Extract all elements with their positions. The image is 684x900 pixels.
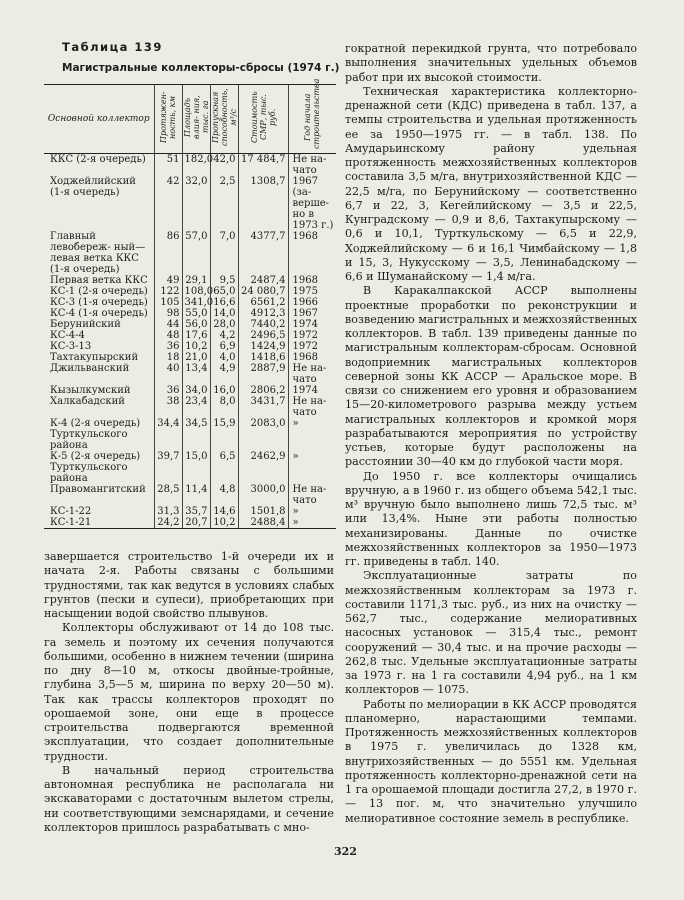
table-row (44, 286, 336, 297)
table-cell-len: 34,4 (154, 418, 182, 451)
table-cell-area: 57,0 (182, 231, 210, 275)
table-cell-cost: 1308,7 (238, 176, 288, 231)
header-area: Площадь влия- ния, тыс. га (182, 85, 210, 154)
table-row (44, 231, 336, 275)
table-row (44, 363, 336, 385)
table-cell-cap: 28,0 (210, 319, 238, 330)
table-cell-len: 36 (154, 341, 182, 352)
table-row (44, 319, 336, 330)
table-cell-cost: 3000,0 (238, 484, 288, 506)
table-cell-name: КС-4-4 (50, 330, 85, 341)
table-cell-name: К-5 (2-я очередь) Турткульского района (50, 451, 141, 484)
table-cell-name: Правомангитский (50, 484, 146, 495)
table-cell-cost: 2496,5 (238, 330, 288, 341)
table-row (44, 297, 336, 308)
table-cell-year: » (288, 517, 336, 529)
table-cell-cap: 6,5 (210, 451, 238, 484)
table-cell-area: 29,1 (182, 275, 210, 286)
table-cell-cap: 7,0 (210, 231, 238, 275)
table-cell-year: 1968 (288, 352, 336, 363)
table-row (44, 176, 336, 231)
left-paragraph: В начальный период строительства автономная республика не располагала ни экскаваторами с достаточным вылетом стрелы, ни соответствующими земснарядами, и сечение коллекторов пришлось разрабатывать с мно- (44, 763, 334, 834)
right-paragraph: Эксплуатационные затраты по межхозяйственным коллекторам за 1973 г. составили 1171,3 тыс. руб., из них на очистку — 562,7 тыс., содержание мелиоративных насосных установок — 315,4 тыс., ремонт сооружений — 30,4 тыс. и на прочие расходы — 262,8 тыс. Удельные эксплуатационные затраты за 1973 г. на 1 га составили 4,94 руб., на 1 км коллекторов — 1075. (345, 569, 637, 697)
table-cell-area: 34,5 (182, 418, 210, 451)
table-cell-name: К-4 (2-я очередь) Турткульского района (50, 418, 141, 451)
table-cell-len: 38 (154, 396, 182, 418)
table-cell-year: Не на- чато (288, 363, 336, 385)
table-cell-cost: 4912,3 (238, 308, 288, 319)
table-cell-year: 1972 (288, 341, 336, 352)
table-row (44, 451, 336, 484)
table-cell-year: 1968 (288, 231, 336, 275)
table-cell-area: 17,6 (182, 330, 210, 341)
table-cell-cost: 2887,9 (238, 363, 288, 385)
table-cell-cost: 24 080,7 (238, 286, 288, 297)
table-cell-cost: 6561,2 (238, 297, 288, 308)
table-cell-name: КС-1-22 (50, 506, 92, 517)
table-cell-cap: 4,8 (210, 484, 238, 506)
table-cell-cost: 2487,4 (238, 275, 288, 286)
table-cell-len: 24,2 (154, 517, 182, 529)
table-cell-cap: 9,5 (210, 275, 238, 286)
table-cell-area: 23,4 (182, 396, 210, 418)
table-row (44, 330, 336, 341)
table-title: Магистральные коллекторы-сбросы (1974 г.) (62, 62, 340, 74)
table-cell-name: Кызылкумский (50, 385, 131, 396)
table-row (44, 506, 336, 517)
table-cell-cap: 16,0 (210, 385, 238, 396)
table-cell-area: 108,0 (182, 286, 210, 297)
header-collector: Основной коллектор (44, 85, 154, 154)
table-cell-year: » (288, 418, 336, 451)
table-cell-year: » (288, 451, 336, 484)
table-cell-year: 1974 (288, 385, 336, 396)
table-caption: Таблица 139 (62, 40, 163, 54)
table-cell-cap: 6,9 (210, 341, 238, 352)
table-cell-cost: 4377,7 (238, 231, 288, 275)
table-cell-cost: 1418,6 (238, 352, 288, 363)
table-cell-len: 122 (154, 286, 182, 297)
table-cell-len: 36 (154, 385, 182, 396)
table-cell-area: 20,7 (182, 517, 210, 529)
collectors-table (44, 78, 336, 529)
table-cell-name: КС-4 (1-я очередь) (50, 308, 148, 319)
table-cell-year: Не на- чато (288, 396, 336, 418)
left-column-text (44, 550, 334, 835)
table-cell-len: 18 (154, 352, 182, 363)
table-cell-name: Берунийский (50, 319, 121, 330)
right-paragraph: Техническая характеристика коллекторно-дренажной сети (КДС) приведена в табл. 137, а темпы строительства и удельная протяженность ее за 1950—1975 гг. — в табл. 138. По Амударьинскому району удельная протяженность межхозяйственных коллекторов составила 3,5 м/га, внутрихозяйственной КДС — 22,5 м/га, по Берунийскому — соответственно 6,7 и 22, 3, Кегейлийскому — 3,5 и 22,5, Кунградскому — 0,9 и 8,6, Тахтакупырскому — 0,6 и 10,1, Турткульскому — 6,5 и 22,9, Ходжейлийскому — 6 и 16,1 Чимбайскому — 1,8 и 15, 3, Нукусскому — 3,5, Ленинабадскому — 6,6 и Шуманайскому — 1,4 м/га. (345, 84, 637, 283)
table-cell-cap: 65,0 (210, 286, 238, 297)
table-cell-len: 44 (154, 319, 182, 330)
table-row (44, 385, 336, 396)
header-cost: Стоимость СМР, тыс. руб. (238, 85, 288, 154)
table-cell-len: 86 (154, 231, 182, 275)
table-cell-year: 1967 (288, 308, 336, 319)
table-cell-name: Джильванский (50, 363, 130, 374)
table-cell-year: 1972 (288, 330, 336, 341)
table-cell-cap: 14,6 (210, 506, 238, 517)
table-cell-year: 1968 (288, 275, 336, 286)
right-column-text (345, 42, 637, 826)
table-cell-area: 341,0 (182, 297, 210, 308)
table-row (44, 396, 336, 418)
table-header-row (44, 85, 336, 154)
table-cell-area: 21,0 (182, 352, 210, 363)
table-cell-cost: 3431,7 (238, 396, 288, 418)
table-cell-cost: 2806,2 (238, 385, 288, 396)
table-cell-cost: 1424,9 (238, 341, 288, 352)
right-paragraph: Работы по мелиорации в КК АССР проводятся планомерно, нарастающими темпами. Протяженность межхозяйственных коллекторов в 1975 г. увеличилась до 1328 км, внутрихозяйственных — до 5551 км. Удельная протяженность коллекторно-дренажной сети на 1 га орошаемой площади достигла 27,2, в 1970 г. — 13 пог. м, что значительно улучшило мелиоративное состояние земель в республике. (345, 697, 637, 825)
table-row (44, 484, 336, 506)
right-paragraph: До 1950 г. все коллекторы очищались вручную, а в 1960 г. из общего объема 542,1 тыс. м³ вручную было выполнено лишь 72,5 тыс. м³ или 13,4%. Ныне эти работы полностью механизированы. Данные по очистке межхозяйственных коллекторов за 1950—1973 гг. приведены в табл. 140. (345, 469, 637, 568)
table-row (44, 275, 336, 286)
table-cell-area: 35,7 (182, 506, 210, 517)
table-cell-len: 98 (154, 308, 182, 319)
table-row (44, 341, 336, 352)
table-cell-area: 15,0 (182, 451, 210, 484)
table-cell-name: Тахтакупырский (50, 352, 139, 363)
table-row (44, 418, 336, 451)
table-cell-name: КС-1 (2-я очередь) (50, 286, 148, 297)
header-capacity: Пропускная способность, м³/с (210, 85, 238, 154)
right-paragraph: В Каракалпакской АССР выполнены проектные проработки по реконструкции и возведению магистральных и межхозяйственных коллекторов. В табл. 139 приведены данные по магистральным коллекторам-сбросам. Основной водоприемник магистральных коллекторов северной зоны КК АССР — Аральское море. В связи со снижением его уровня и образованием 15—20-километрового разрыва между устьем магистральных коллекторов и кромкой моря разрабатываются мероприятия по устройству устьев, которые будут расположены на расстоянии 30—40 км до глубокой части моря. (345, 284, 637, 469)
table-cell-cap: 42,0 (210, 154, 238, 177)
table-cell-cost: 2462,9 (238, 451, 288, 484)
table-cell-name: Халкабадский (50, 396, 125, 407)
table-cell-cap: 4,0 (210, 352, 238, 363)
table-cell-area: 11,4 (182, 484, 210, 506)
table-cell-name: КС-3 (1-я очередь) (50, 297, 148, 308)
table-cell-area: 56,0 (182, 319, 210, 330)
table-cell-cost: 7440,2 (238, 319, 288, 330)
table-cell-len: 28,5 (154, 484, 182, 506)
table-cell-cost: 1501,8 (238, 506, 288, 517)
table-cell-cost: 2083,0 (238, 418, 288, 451)
table-cell-year: 1975 (288, 286, 336, 297)
table-cell-area: 10,2 (182, 341, 210, 352)
table-cell-name: Главный левобереж- ный—левая ветка ККС (1-я очередь) (50, 231, 146, 275)
table-cell-area: 13,4 (182, 363, 210, 385)
table-cell-len: 48 (154, 330, 182, 341)
header-year: Год начала строительства (288, 85, 336, 154)
table-cell-name: Ходжейлийский (1-я очередь) (50, 176, 136, 198)
table-cell-cost: 17 484,7 (238, 154, 288, 177)
table-cell-name: ККС (2-я очередь) (50, 154, 146, 165)
table-cell-year: 1974 (288, 319, 336, 330)
table-cell-name: КС-3-13 (50, 341, 92, 352)
table-cell-len: 42 (154, 176, 182, 231)
table-cell-len: 39,7 (154, 451, 182, 484)
table-row (44, 517, 336, 529)
header-length: Протяжен- ность, км (154, 85, 182, 154)
table-cell-cost: 2488,4 (238, 517, 288, 529)
page-number: 322 (334, 845, 357, 858)
table-cell-cap: 4,2 (210, 330, 238, 341)
table-row (44, 352, 336, 363)
table-cell-name: КС-1-21 (44, 517, 154, 529)
table-cell-cap: 2,5 (210, 176, 238, 231)
table-cell-cap: 8,0 (210, 396, 238, 418)
table-cell-area: 55,0 (182, 308, 210, 319)
table-cell-len: 49 (154, 275, 182, 286)
table-cell-len: 31,3 (154, 506, 182, 517)
table-cell-cap: 16,6 (210, 297, 238, 308)
left-paragraph: завершается строительство 1-й очереди их и начата 2-я. Работы связаны с большими трудностями, так как ведутся в условиях слабых грунтов (пески и супеси), приобретающих при насыщении водой свойство плывунов. (44, 550, 334, 620)
right-paragraph: гократной перекидкой грунта, что потребовало выполнения значительных удельных объемов работ при их высокой стоимости. (345, 42, 637, 84)
table-cell-len: 105 (154, 297, 182, 308)
table-cell-area: 34,0 (182, 385, 210, 396)
table-cell-area: 32,0 (182, 176, 210, 231)
table-cell-len: 40 (154, 363, 182, 385)
table-cell-cap: 14,0 (210, 308, 238, 319)
table-cell-cap: 10,2 (210, 517, 238, 529)
table-row (44, 308, 336, 319)
table-cell-year: 1967 (за- верше- но в 1973 г.) (288, 176, 336, 231)
table-cell-year: Не на- чато (288, 484, 336, 506)
table-cell-cap: 4,9 (210, 363, 238, 385)
left-paragraph: Коллекторы обслуживают от 14 до 108 тыс. га земель и поэтому их сечения получаются большими, особенно в нижнем течении (ширина по дну 8—10 м, откосы двойные-тройные, глубина 3,5—5 м, ширина по верху 20—50 м). Так как трассы коллекторов проходят по орошаемой зоне, они еще в процессе строительства подвергаются временной эксплуатации, что создает дополнительные трудности. (44, 621, 334, 763)
table-cell-len: 51 (154, 154, 182, 177)
table-cell-area: 182,0 (182, 154, 210, 177)
table-cell-year: Не на- чато (288, 154, 336, 177)
table-cell-year: » (288, 506, 336, 517)
table-cell-year: 1966 (288, 297, 336, 308)
table-cell-cap: 15,9 (210, 418, 238, 451)
table-row (44, 154, 336, 177)
table-cell-name: Первая ветка ККС (50, 275, 148, 286)
